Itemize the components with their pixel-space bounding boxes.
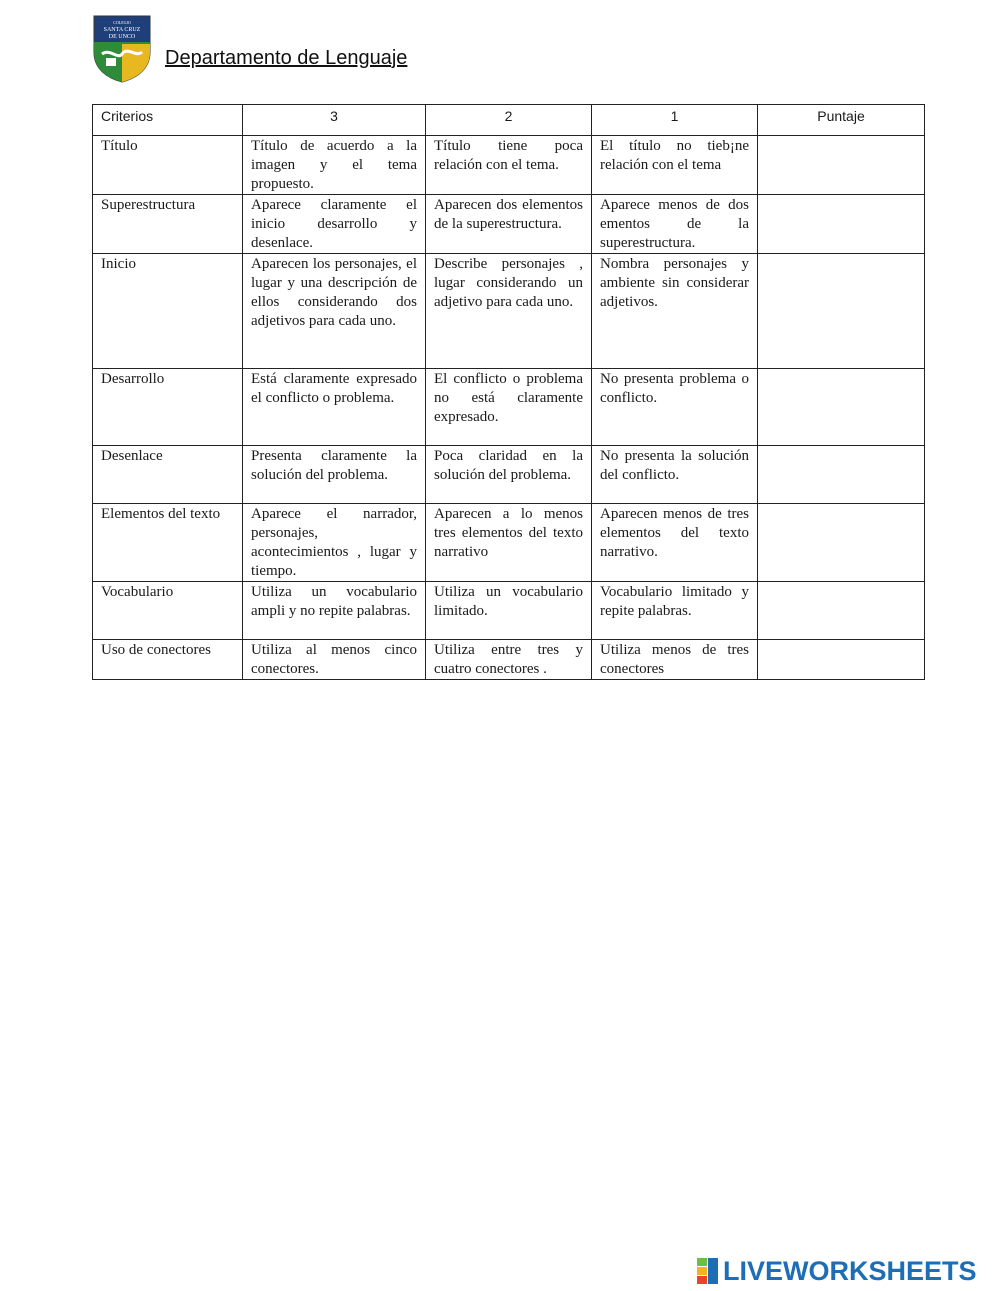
level-2-cell: Utiliza un vocabulario limitado. xyxy=(426,582,592,640)
level-3-cell: Presenta claramente la solución del problema. xyxy=(243,446,426,504)
table-row xyxy=(93,582,925,640)
level-3-cell: Aparece claramente el inicio desarrollo y desenlace. xyxy=(243,195,426,254)
level-2-cell: El conflicto o problema no está claramente expresado. xyxy=(426,369,592,446)
level-2-cell: Aparecen a lo menos tres elementos del texto narrativo xyxy=(426,504,592,582)
header-level-2: 2 xyxy=(426,105,592,136)
table-row xyxy=(93,640,925,680)
table-row xyxy=(93,504,925,582)
level-1-cell: Utiliza menos de tres conectores xyxy=(592,640,758,680)
level-2-cell: Utiliza entre tres y cuatro conectores . xyxy=(426,640,592,680)
score-cell[interactable] xyxy=(758,369,925,446)
svg-text:SANTA CRUZ: SANTA CRUZ xyxy=(103,27,141,33)
score-cell[interactable] xyxy=(758,195,925,254)
level-1-cell: Nombra personajes y ambiente sin considerar adjetivos. xyxy=(592,254,758,369)
level-2-cell: Describe personajes , lugar considerando un adjetivo para cada uno. xyxy=(426,254,592,369)
table-row xyxy=(93,369,925,446)
criterion-cell: Superestructura xyxy=(93,195,243,254)
level-1-cell: No presenta la solución del conflicto. xyxy=(592,446,758,504)
criterion-cell: Título xyxy=(93,136,243,195)
level-1-cell: No presenta problema o conflicto. xyxy=(592,369,758,446)
level-3-cell: Aparece el narrador, personajes, acontecimientos , lugar y tiempo. xyxy=(243,504,426,582)
level-3-cell: Utiliza al menos cinco conectores. xyxy=(243,640,426,680)
header-puntaje: Puntaje xyxy=(758,105,925,136)
school-crest-logo xyxy=(92,14,152,84)
level-1-cell: El título no tieb¡ne relación con el tema xyxy=(592,136,758,195)
table-header-row xyxy=(93,105,925,136)
level-2-cell: Aparecen dos elementos de la superestructura. xyxy=(426,195,592,254)
level-2-cell: Poca claridad en la solución del problema. xyxy=(426,446,592,504)
rubric-table xyxy=(92,104,925,680)
criterion-cell: Elementos del texto xyxy=(93,504,243,582)
level-1-cell: Aparecen menos de tres elementos del texto narrativo. xyxy=(592,504,758,582)
table-row xyxy=(93,136,925,195)
svg-text:COLEGIO: COLEGIO xyxy=(113,20,131,25)
level-3-cell: Está claramente expresado el conflicto o problema. xyxy=(243,369,426,446)
liveworksheets-logo[interactable] xyxy=(697,1256,977,1286)
level-3-cell: Aparecen los personajes, el lugar y una descripción de ellos considerando dos adjetivos para cada uno. xyxy=(243,254,426,369)
score-cell[interactable] xyxy=(758,254,925,369)
level-1-cell: Vocabulario limitado y repite palabras. xyxy=(592,582,758,640)
live-badge-icon xyxy=(697,1258,719,1284)
score-cell[interactable] xyxy=(758,582,925,640)
score-cell[interactable] xyxy=(758,640,925,680)
department-title: Departamento de Lenguaje xyxy=(165,47,408,69)
header-level-3: 3 xyxy=(243,105,426,136)
criterion-cell: Inicio xyxy=(93,254,243,369)
table-row xyxy=(93,254,925,369)
criterion-cell: Uso de conectores xyxy=(93,640,243,680)
brand-text: LIVEWORKSHEETS xyxy=(723,1255,977,1286)
level-3-cell: Título de acuerdo a la imagen y el tema propuesto. xyxy=(243,136,426,195)
header-level-1: 1 xyxy=(592,105,758,136)
level-2-cell: Título tiene poca relación con el tema. xyxy=(426,136,592,195)
table-row xyxy=(93,446,925,504)
criterion-cell: Desenlace xyxy=(93,446,243,504)
svg-text:DE UNCO: DE UNCO xyxy=(108,34,136,40)
table-row xyxy=(93,195,925,254)
score-cell[interactable] xyxy=(758,136,925,195)
score-cell[interactable] xyxy=(758,504,925,582)
level-1-cell: Aparece menos de dos ementos de la superestructura. xyxy=(592,195,758,254)
level-3-cell: Utiliza un vocabulario ampli y no repite palabras. xyxy=(243,582,426,640)
header-criterios: Criterios xyxy=(93,105,243,136)
criterion-cell: Desarrollo xyxy=(93,369,243,446)
score-cell[interactable] xyxy=(758,446,925,504)
criterion-cell: Vocabulario xyxy=(93,582,243,640)
